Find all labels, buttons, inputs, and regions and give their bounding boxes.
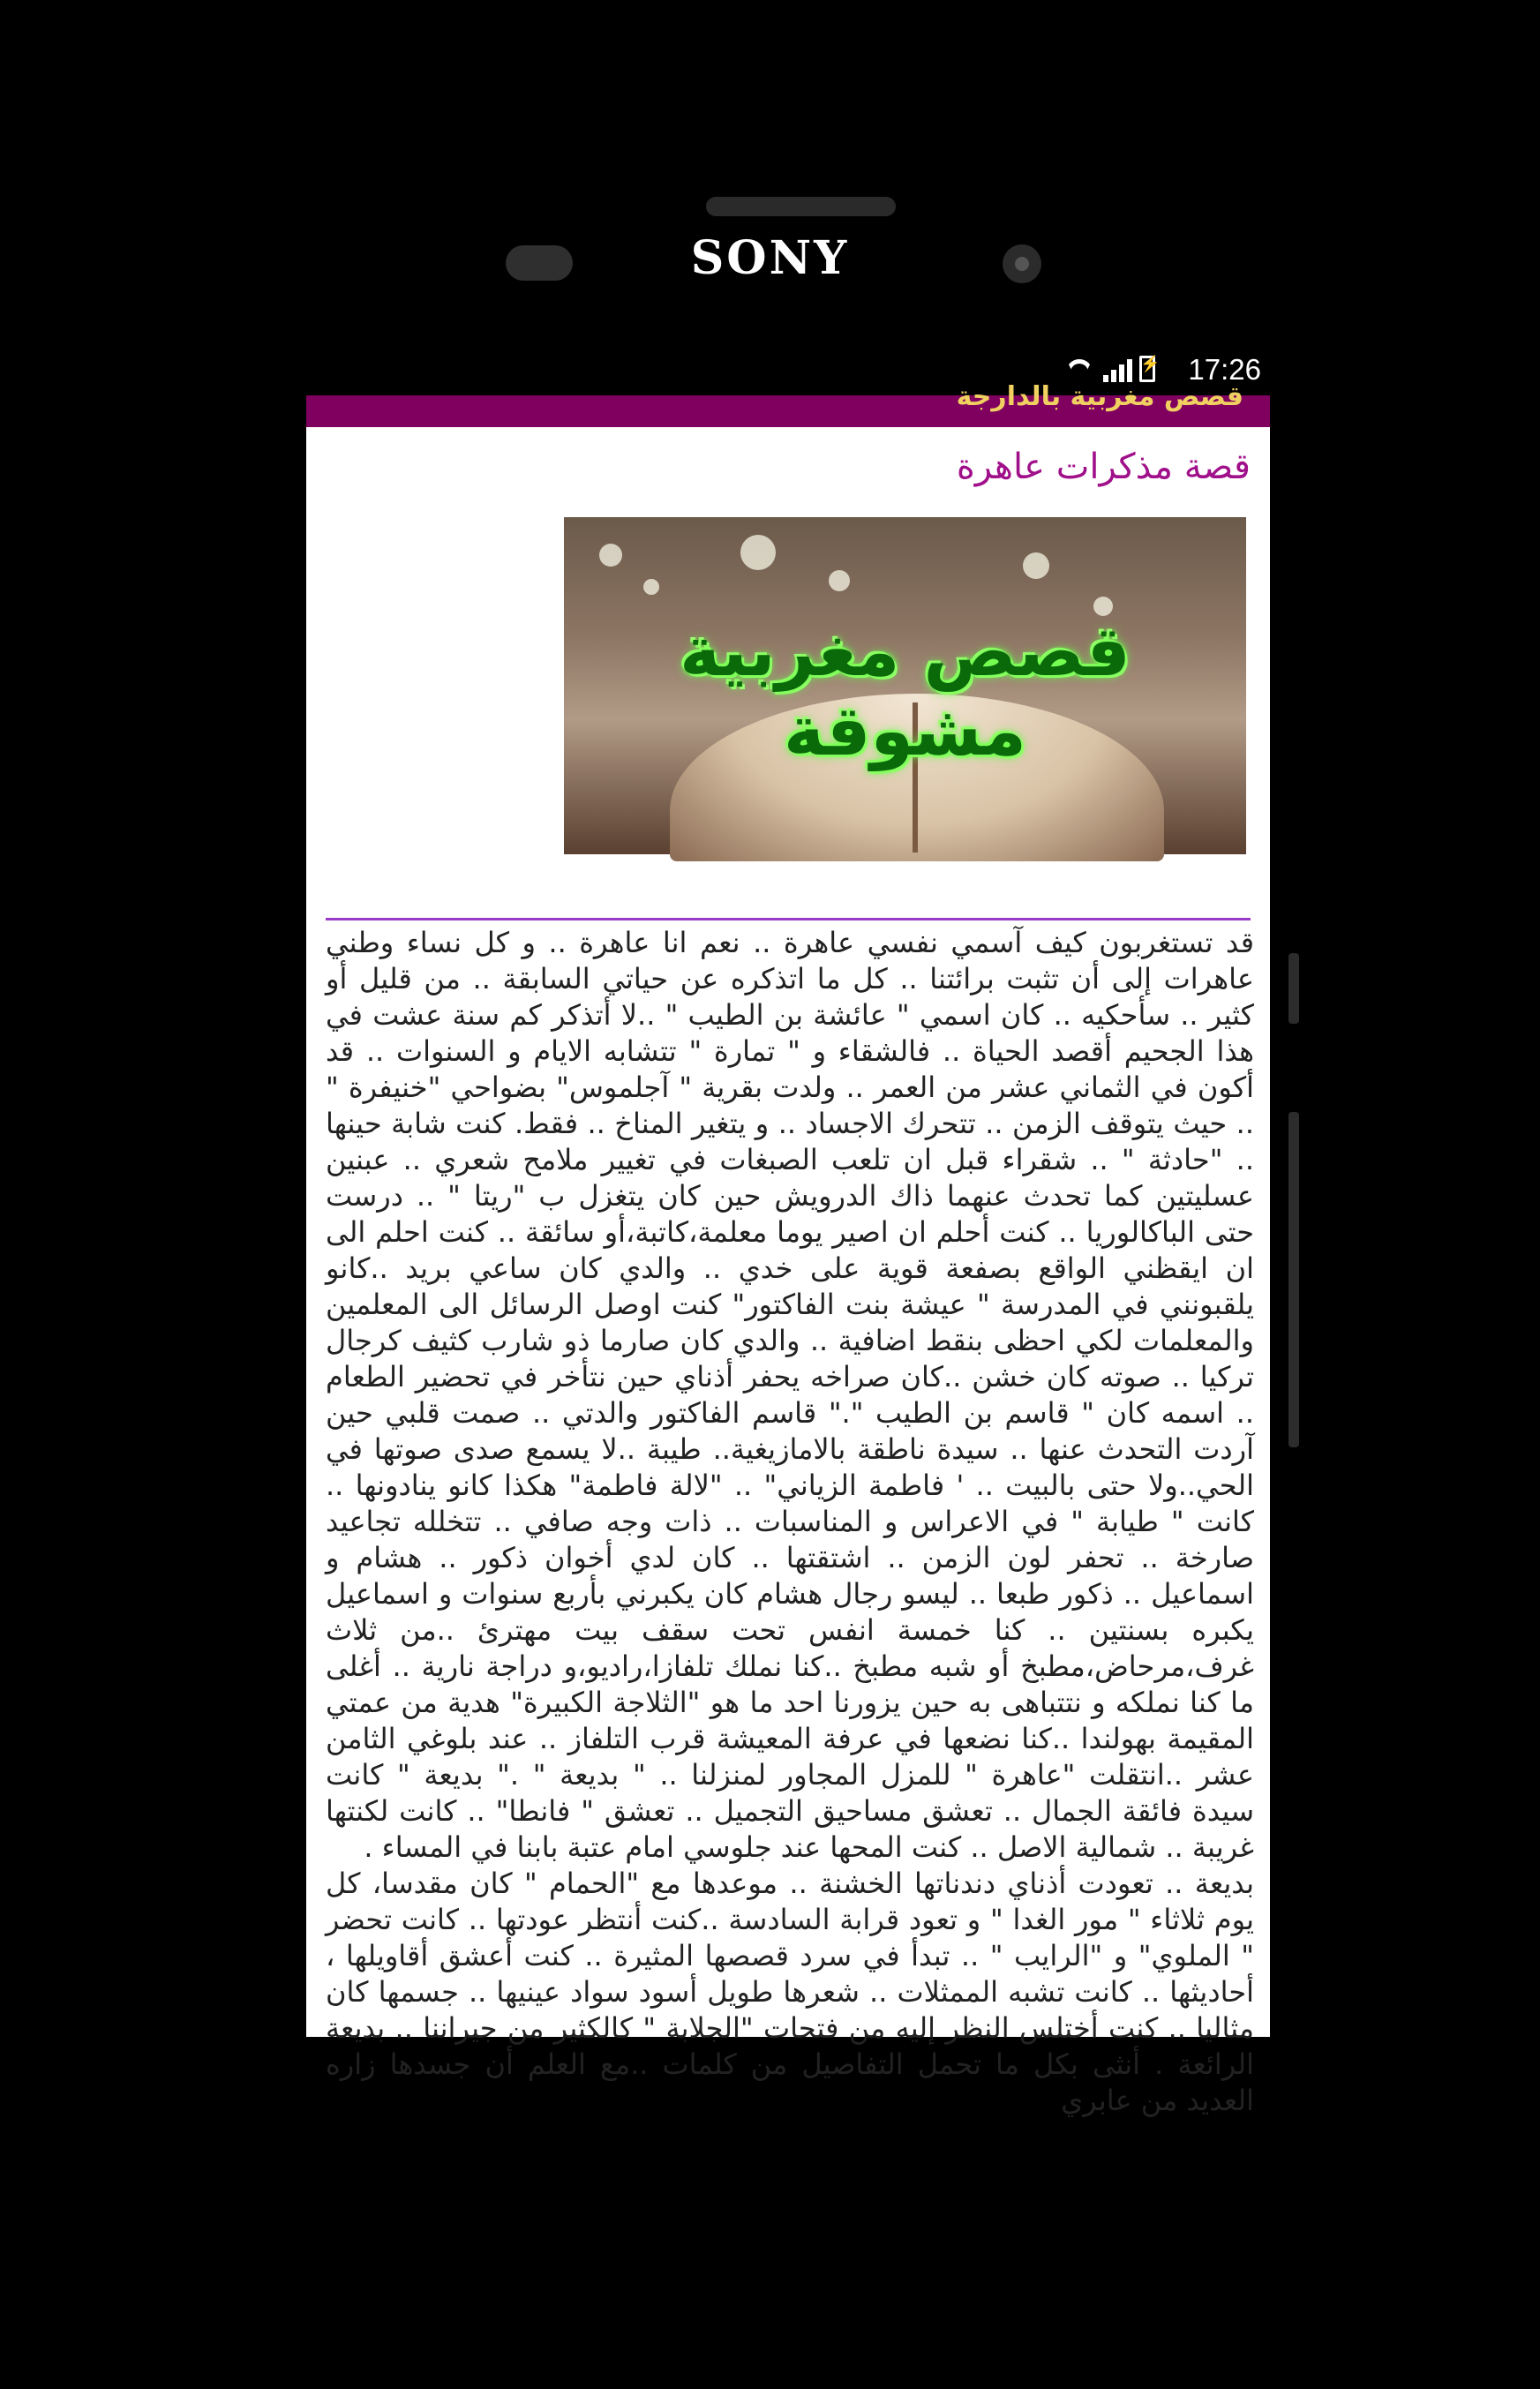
battery-charging-icon xyxy=(1139,356,1155,382)
bokeh-light xyxy=(599,544,622,567)
app-bar xyxy=(306,381,1270,427)
story-banner-image xyxy=(564,517,1246,854)
side-button-lower xyxy=(1288,1112,1299,1447)
content-divider xyxy=(326,918,1251,920)
front-camera-icon xyxy=(1003,244,1041,283)
side-button-upper xyxy=(1288,953,1299,1024)
story-paragraph: بديعة .. تعودت أذناي دندناتها الخشنة .. موعدها مع "الحمام " كان مقدسا، كل يوم ثلاثاء " مور الغدا " و تعود قرابة السادسة ..كنت أنتظر عودتها .. كانت تحضر " الملوي" و "الرايب " .. تبدأ في سرد قصصها المثيرة .. كنت أعشق أقاويلها ، أحاديثها .. كانت تشبه الممثلات .. شعرها طويل أسود سواد عينيها .. جسمها كان مثاليا .. كنت أختلس النظر إليه من فتحات "الجلابة " كالكثير من جيراننا .. بديعة الرائعة . أنثى بكل ما تحمل التفاصيل من كلمات ..مع العلم أن جسدها زاره العديد من عابري xyxy=(326,1867,1254,2117)
banner-title: قصص مغربية مشوقة xyxy=(680,612,1131,771)
bokeh-light xyxy=(829,570,850,591)
story-paragraph: قد تستغربون كيف آسمي نفسي عاهرة .. نعم انا عاهرة .. و كل نساء وطني عاهرات إلى أن تثبت برائتنا .. كل ما اتذكره عن حياتي السابقة .. من قليل أو كثير .. سأحكيه .. كان اسمي " عائشة بن الطيب " ..لا أتذكر كم سنة عشت في هذا الجحيم أقصد الحياة .. فالشقاء و " تمارة " تتشابه الايام و السنوات .. قد أكون في الثماني عشر من العمر .. ولدت بقرية " آجلموس" بضواحي "خنيفرة " .. حيث يتوقف الزمن .. تتحرك الاجساد .. و يتغير المناخ .. فقط. كنت شابة حينها .. "حادثة " .. شقراء قبل ان تلعب الصبغات في تغيير ملامح شعري .. عبنين عسليتين كما تحدث عنهما ذاك الدرويش حين كان يتغزل ب "ريتا " .. درست حتى الباكالوريا .. كنت أحلم ان اصير يوما معلمة،كاتبة،أو سائقة .. كنت احلم الى ان ايقظني الواقع بصفعة قوية على خدي .. والدي كان ساعي بريد ..كانو يلقبونني في المدرسة " عيشة بنت الفاكتور" كنت اوصل الرسائل الى المعلمين والمعلمات لكي احظى بنقط اضافية .. والدي كان صارما ذو شارب كثيف كرجال تركيا .. صوته كان خشن ..كان صراخه يحفر أذناي حين نتأخر في تحضير الطعام .. اسمه كان " قاسم بن الطيب "." قاسم الفاكتور والدتي .. صمت قلبي حين آردت التحدث عنها .. سيدة ناطقة بالامازيغية.. طيبة ..لا يسمع صدى صوتها في الحي..ولا حتى بالبيت .. ' فاطمة الزياني" .. "لالة فاطمة" هكذا كانو ينادونها .. كانت " طيابة " في الاعراس و المناسبات .. ذات وجه صافي .. تتخلله تجاعيد صارخة .. تحفر لون الزمن .. اشتقتها .. كان لدي أخوان ذكور .. هشام و اسماعيل .. ذكور طبعا .. ليسو رجال هشام كان يكبرني بأربع سنوات و اسماعيل يكبره بسنتين .. كنا خمسة انفس تحت سقف بيت مهترئ ..من ثلاث غرف،مرحاض،مطبخ أو شبه مطبخ ..كنا نملك تلفازا،راديو،و دراجة نارية .. أغلى ما كنا نملكه و نتتباهى به حين يزورنا احد ما هو "الثلاجة الكبيرة" هدية من عمتي المقيمة بهولندا ..كنا نضعها في عرفة المعيشة قرب التلفاز .. عند بلوغي الثامن عشر ..انتقلت "عاهرة " للمزل المجاور لمنزلنا .. " بديعة " ." بديعة " كانت سيدة فائقة الجمال .. تعشق مساحيق التجميل .. تعشق " فانطا" .. كانت لكنتها غريبة .. شمالية الاصل .. كنت المحها عند جلوسي امام عتبة بابنا في المساء . xyxy=(326,926,1254,1864)
status-icons xyxy=(1063,356,1155,382)
status-time: 17:26 xyxy=(1188,353,1261,386)
signal-icon xyxy=(1103,356,1132,382)
bokeh-light xyxy=(1023,552,1049,579)
bokeh-light xyxy=(740,535,776,570)
app-bar-title: قصص مغربية بالدارجة xyxy=(956,381,1243,412)
device-brand: SONY xyxy=(690,231,850,285)
earpiece-speaker xyxy=(706,197,896,216)
wifi-icon xyxy=(1063,356,1096,382)
story-title: قصة مذكرات عاهرة xyxy=(956,447,1251,487)
app-screen[interactable] xyxy=(306,381,1270,2117)
story-body[interactable] xyxy=(326,925,1254,2119)
bokeh-light xyxy=(643,579,659,595)
